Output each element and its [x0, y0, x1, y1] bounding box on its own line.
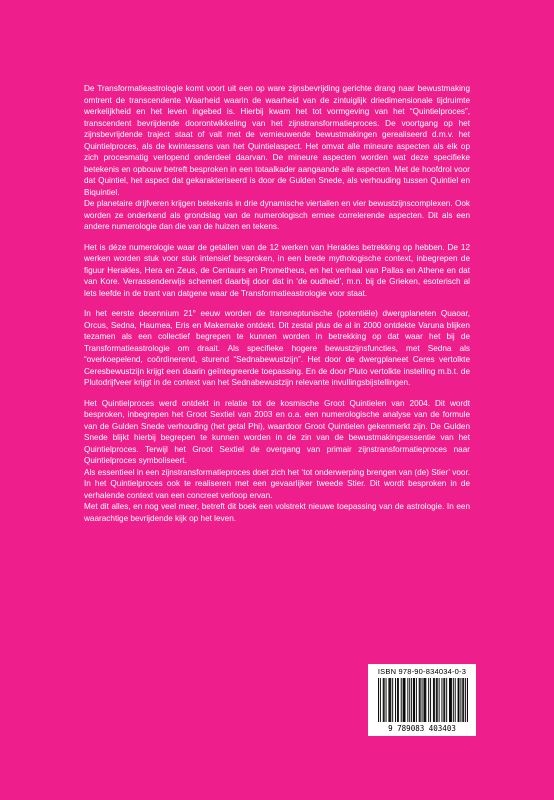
barcode-bar — [465, 678, 466, 722]
blurb-paragraph: Met dit alles, en nog veel meer, betreft dit boek een volstrekt nieuwe toepassing van de astrologie. In een waarachtige bevrijdende kijk op het leven. — [84, 502, 470, 523]
barcode-bar — [388, 678, 389, 722]
barcode-bar — [389, 678, 390, 722]
barcode-bar — [467, 678, 468, 722]
barcode-bar — [383, 678, 384, 722]
barcode-bar — [411, 678, 412, 722]
blurb-paragraph: Het Quintielproces werd ontdekt in relatie tot de kosmische Groot Quintielen van 2004. Dit wordt besproken, inbegrepen het Groot Sextiel van 2003 en o.a. een numerologische analyse van de formule van de Gulden Snede verhouding (het getal Phi), waardoor Groot Quintielen gekenmerkt zijn. De Gulden Snede blijkt hierbij begrepen te kunnen worden in de zin van de bewustmakingsessentie van het Quintielproces. Terwijl het Groot Sextiel de overgang van primair zijnstransformatieproces naar Quintielproces symboliseert. — [84, 398, 470, 465]
barcode-bar — [414, 678, 415, 722]
barcode-bar — [439, 678, 440, 722]
barcode-bar — [449, 678, 450, 722]
blurb-paragraph: Het is déze numerologie waar de getallen van de 12 werken van Herakles betrekking op hebben. De 12 werken worden stuk voor stuk intensief besproken, in een brede mythologische context, inbegrepen de figuur Herakles, Hera en Zeus, de Centaurs en Prometheus, en het verhaal van Pallas en Athene en dat van Kore. Verrassenderwijs schemert daarbij door dat in ‘de oudheid’, m.n. bij de Grieken, esoterisch al lets leefde in de trant van datgene waar de Transformatieastrologie voor staat. — [84, 242, 470, 298]
barcode-bar — [424, 678, 425, 722]
barcode-digits: 9 789083 403403 — [388, 724, 456, 733]
blurb-text — [84, 83, 470, 524]
barcode-bar — [422, 678, 423, 722]
barcode-bar — [444, 678, 445, 722]
barcode-bar — [428, 678, 429, 722]
barcode-bar — [455, 678, 456, 722]
barcode-bar — [436, 678, 437, 722]
barcode-bar — [398, 678, 399, 722]
barcode-bar — [413, 678, 414, 722]
barcode-bar — [384, 678, 385, 722]
barcode-bar — [446, 678, 447, 722]
barcode-bar — [416, 678, 417, 722]
barcode-bar — [404, 678, 405, 722]
blurb-paragraph: De Transformatieastrologie komt voort uit een op ware zijnsbevrijding gerichte drang naar bewustmaking omtrent de transcendente Waarheid waarin de waarheid van de zintuiglijk driedimensionale tijdruimte werkelijkheid en het leven ingebed is. Hierbij kwam het tot vormgeving van het “Quintielproces”, transcendent bevrijdende doorontwikkeling van het zijnstransformatieproces. De voortgang op het zijnsbevrijdende traject staat of valt met de vernieuwende bewustmakingen gerealiseerd d.m.v. het Quintielproces, als de kwintessens van het Quintielaspect. Het omvat alle mineure aspecten als elk op zich procesmatig verlopend onderdeel daarvan. De mineure aspecten worden wat deze specifieke betekenis en opbouw betreft besproken in een totaalkader aangaande alle aspecten. Met de hoofdrol voor dat Quintiel, het aspect dat gekarakteriseerd is door de Gulden Snede, als verhouding tussen Quintiel en Biquintiel. — [84, 84, 470, 197]
isbn-label: ISBN 978-90-834034-0-3 — [377, 667, 467, 676]
barcode-bar — [451, 678, 452, 722]
barcode-bar — [380, 678, 381, 722]
barcode-bar — [437, 678, 438, 722]
blurb-paragraph: In het eerste decennium 21° eeuw worden de transneptunische (potentiële) dwergplaneten Quaoar, Orcus, Sedna, Haumea, Eris en Makemake ontdekt. Dit zestal plus de al in 2000 ontdekte Varuna blijken tezamen als een collectief begrepen te kunnen worden in betrekking op dat waar het bij de Transformatieastrologie om draait. Als specifieke hogere bewustzijnsfuncties, met Sedna als “overkoepelend, coördinerend, sturend “Sednabewustzijn”. Het door de dwergplaneet Ceres vertolkte Ceresbewustzijn krijgt een daarin geïntegreerde toepassing. En de door Pluto vertolkte instelling m.b.t. de Plutodrijfveer krijgt in de context van het Sednabewustzijn relevante invullingsbijstellingen. — [84, 309, 470, 387]
barcode-bar — [401, 678, 402, 722]
blurb-paragraph: Als essentieel in een zijnstransformatieproces doet zich het ‘tot onderwerping brengen van (de) Stier’ voor. In het Quintielproces ook te realiseren met een gevaarlijker tweede Stier. Dit wordt besproken in de verhalende context van een concreet verloop ervan. — [84, 467, 470, 500]
barcode-bar — [403, 678, 404, 722]
barcode-bar — [462, 678, 463, 722]
barcode-bar — [409, 678, 410, 722]
barcode-bar — [425, 678, 426, 722]
barcode-bar — [378, 678, 379, 722]
barcode-bar — [430, 678, 431, 722]
barcode-bar — [386, 678, 387, 722]
barcode-bar — [443, 678, 444, 722]
barcode-area — [368, 664, 476, 736]
blurb-paragraph: De planetaire drijfveren krijgen betekenis in drie dynamische viertallen en vier bewustzijnscomplexen. Ook worden ze onderkend als grondslag van de numerologisch ermee correlerende aspecten. Dit als een andere numerologie dan die van de huizen en tekens. — [84, 199, 470, 231]
barcode-bar — [433, 678, 434, 722]
barcode-bar — [407, 678, 408, 722]
barcode-bar — [458, 678, 459, 722]
barcode-bar — [460, 678, 461, 722]
barcode-bar — [453, 678, 454, 722]
barcode-bar — [392, 678, 393, 722]
barcode-bar — [450, 678, 451, 722]
barcode-bar — [395, 678, 396, 722]
barcode-bar — [419, 678, 420, 722]
barcode-bar — [420, 678, 421, 722]
barcode-bar — [423, 678, 424, 722]
barcode-bar — [441, 678, 442, 722]
barcode-icon — [378, 678, 468, 722]
barcode-bar — [463, 678, 464, 722]
barcode-bar — [434, 678, 435, 722]
barcode-bar — [397, 678, 398, 722]
barcode-bar — [459, 678, 460, 722]
barcode-bar — [405, 678, 406, 722]
barcode-bar — [390, 678, 391, 722]
